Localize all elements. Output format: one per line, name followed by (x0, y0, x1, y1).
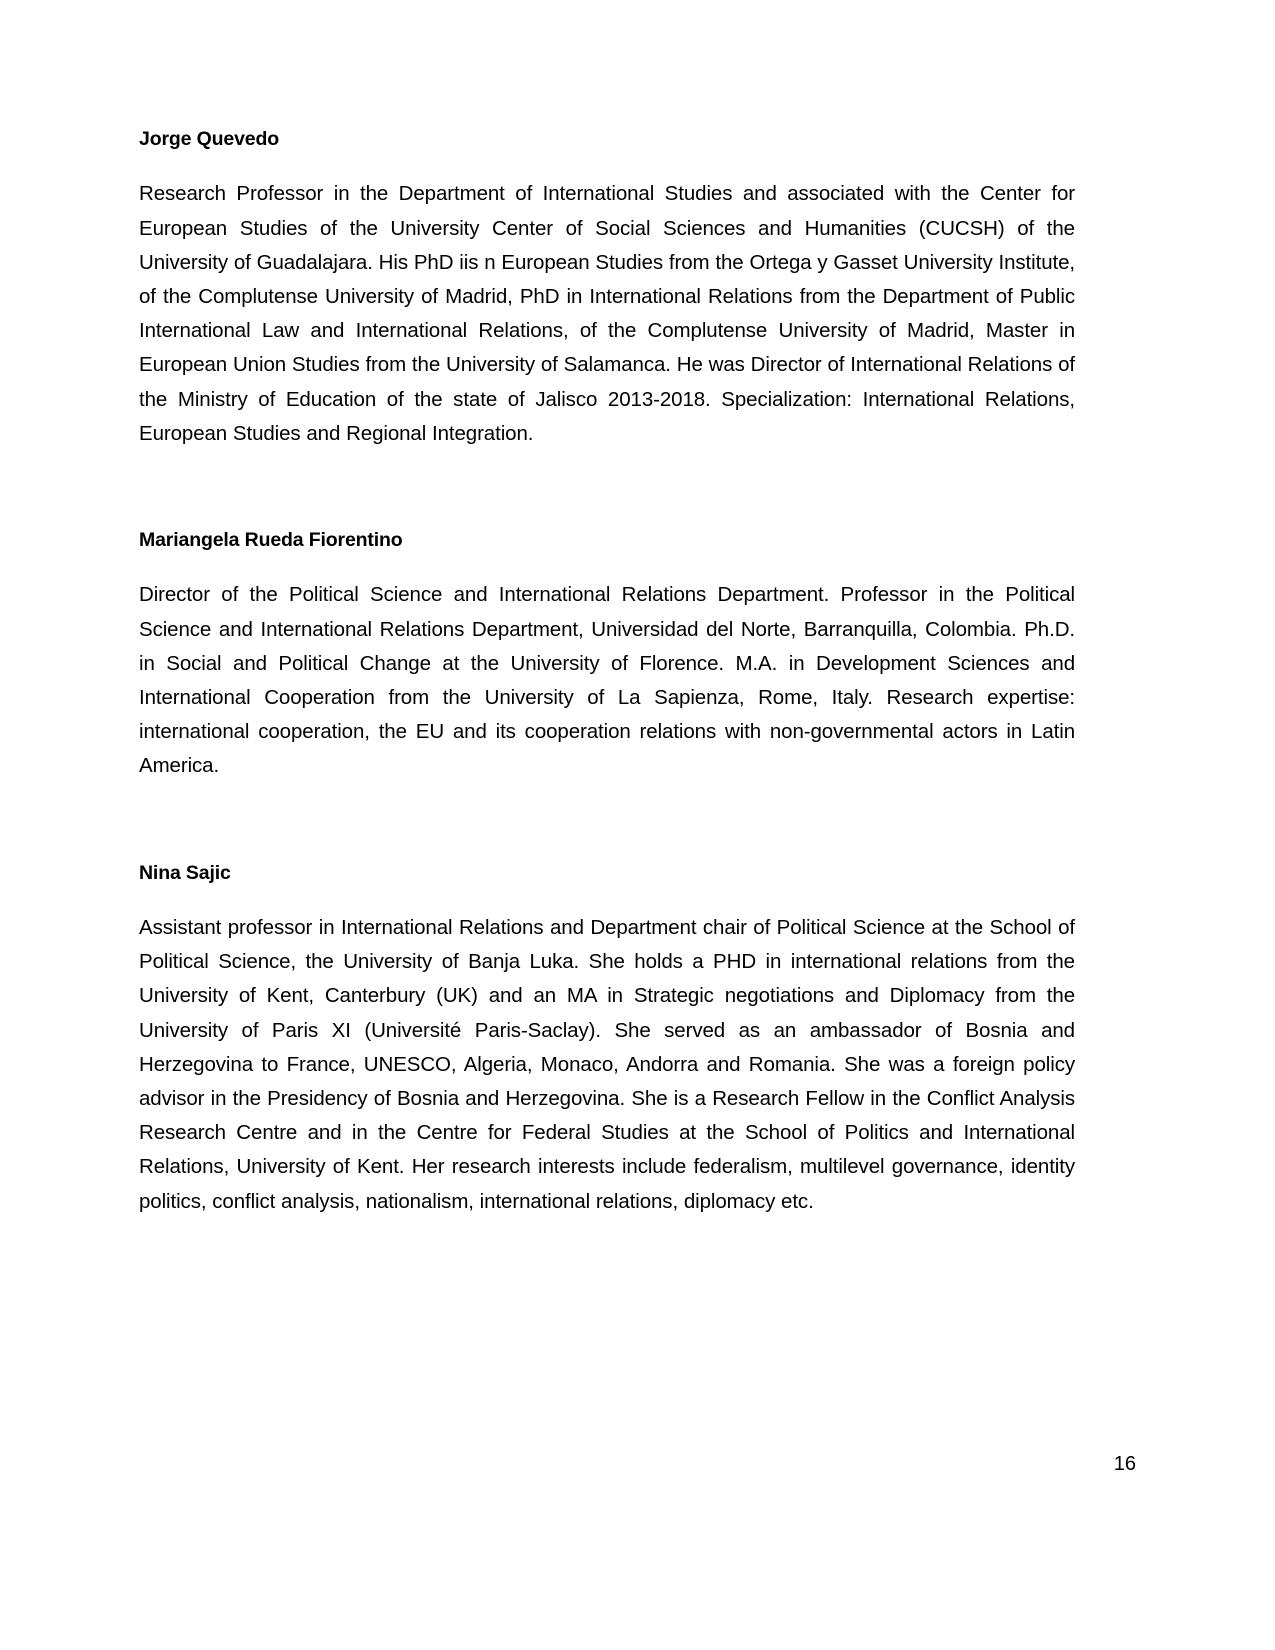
page-content (139, 128, 1075, 1219)
bio-body-text: Research Professor in the Department of International Studies and associated with the Center for European Studies of the University Center of Social Sciences and Humanities (CUCSH) of the University of Guadalajara. His PhD iis n European Studies from the Ortega y Gasset University Institute, of the Complutense University of Madrid, PhD in International Relations from the Department of Public International Law and International Relations, of the Complutense University of Madrid, Master in European Union Studies from the University of Salamanca. He was Director of International Relations of the Ministry of Education of the state of Jalisco 2013-2018. Specialization: International Relations, European Studies and Regional Integration. (139, 182, 1075, 445)
bio-entry-jorge-quevedo (139, 128, 1075, 451)
bio-entry-mariangela-rueda-fiorentino (139, 529, 1075, 784)
bio-name-heading: Nina Sajic (139, 861, 231, 884)
section-spacer (139, 784, 1075, 862)
bio-body-text: Assistant professor in International Relations and Department chair of Political Science at the School of Political Science, the University of Banja Luka. She holds a PHD in international relations from the University of Kent, Canterbury (UK) and an MA in Strategic negotiations and Diplomacy from the University of Paris XI (Université Paris-Saclay). She served as an ambassador of Bosnia and Herzegovina to France, UNESCO, Algeria, Monaco, Andorra and Romania. She was a foreign policy advisor in the Presidency of Bosnia and Herzegovina. She is a Research Fellow in the Conflict Analysis Research Centre and in the Centre for Federal Studies at the School of Politics and International Relations, University of Kent. Her research interests include federalism, multilevel governance, identity politics, conflict analysis, nationalism, international relations, diplomacy etc. (139, 916, 1075, 1213)
bio-entry-nina-sajic (139, 862, 1075, 1219)
section-spacer (139, 451, 1075, 529)
bio-name-heading: Jorge Quevedo (139, 128, 280, 150)
bio-name-heading: Mariangela Rueda Fiorentino (139, 529, 403, 552)
page-number: 16 (1113, 1453, 1136, 1475)
bio-body-text: Director of the Political Science and International Relations Department. Professor in the Political Science and International Relations Department, Universidad del Norte, Barranquilla, Colombia. Ph.D. in Social and Political Change at the University of Florence. M.A. in Development Sciences and International Cooperation from the University of La Sapienza, Rome, Italy. Research expertise: international cooperation, the EU and its cooperation relations with non-governmental actors in Latin America. (139, 583, 1075, 778)
